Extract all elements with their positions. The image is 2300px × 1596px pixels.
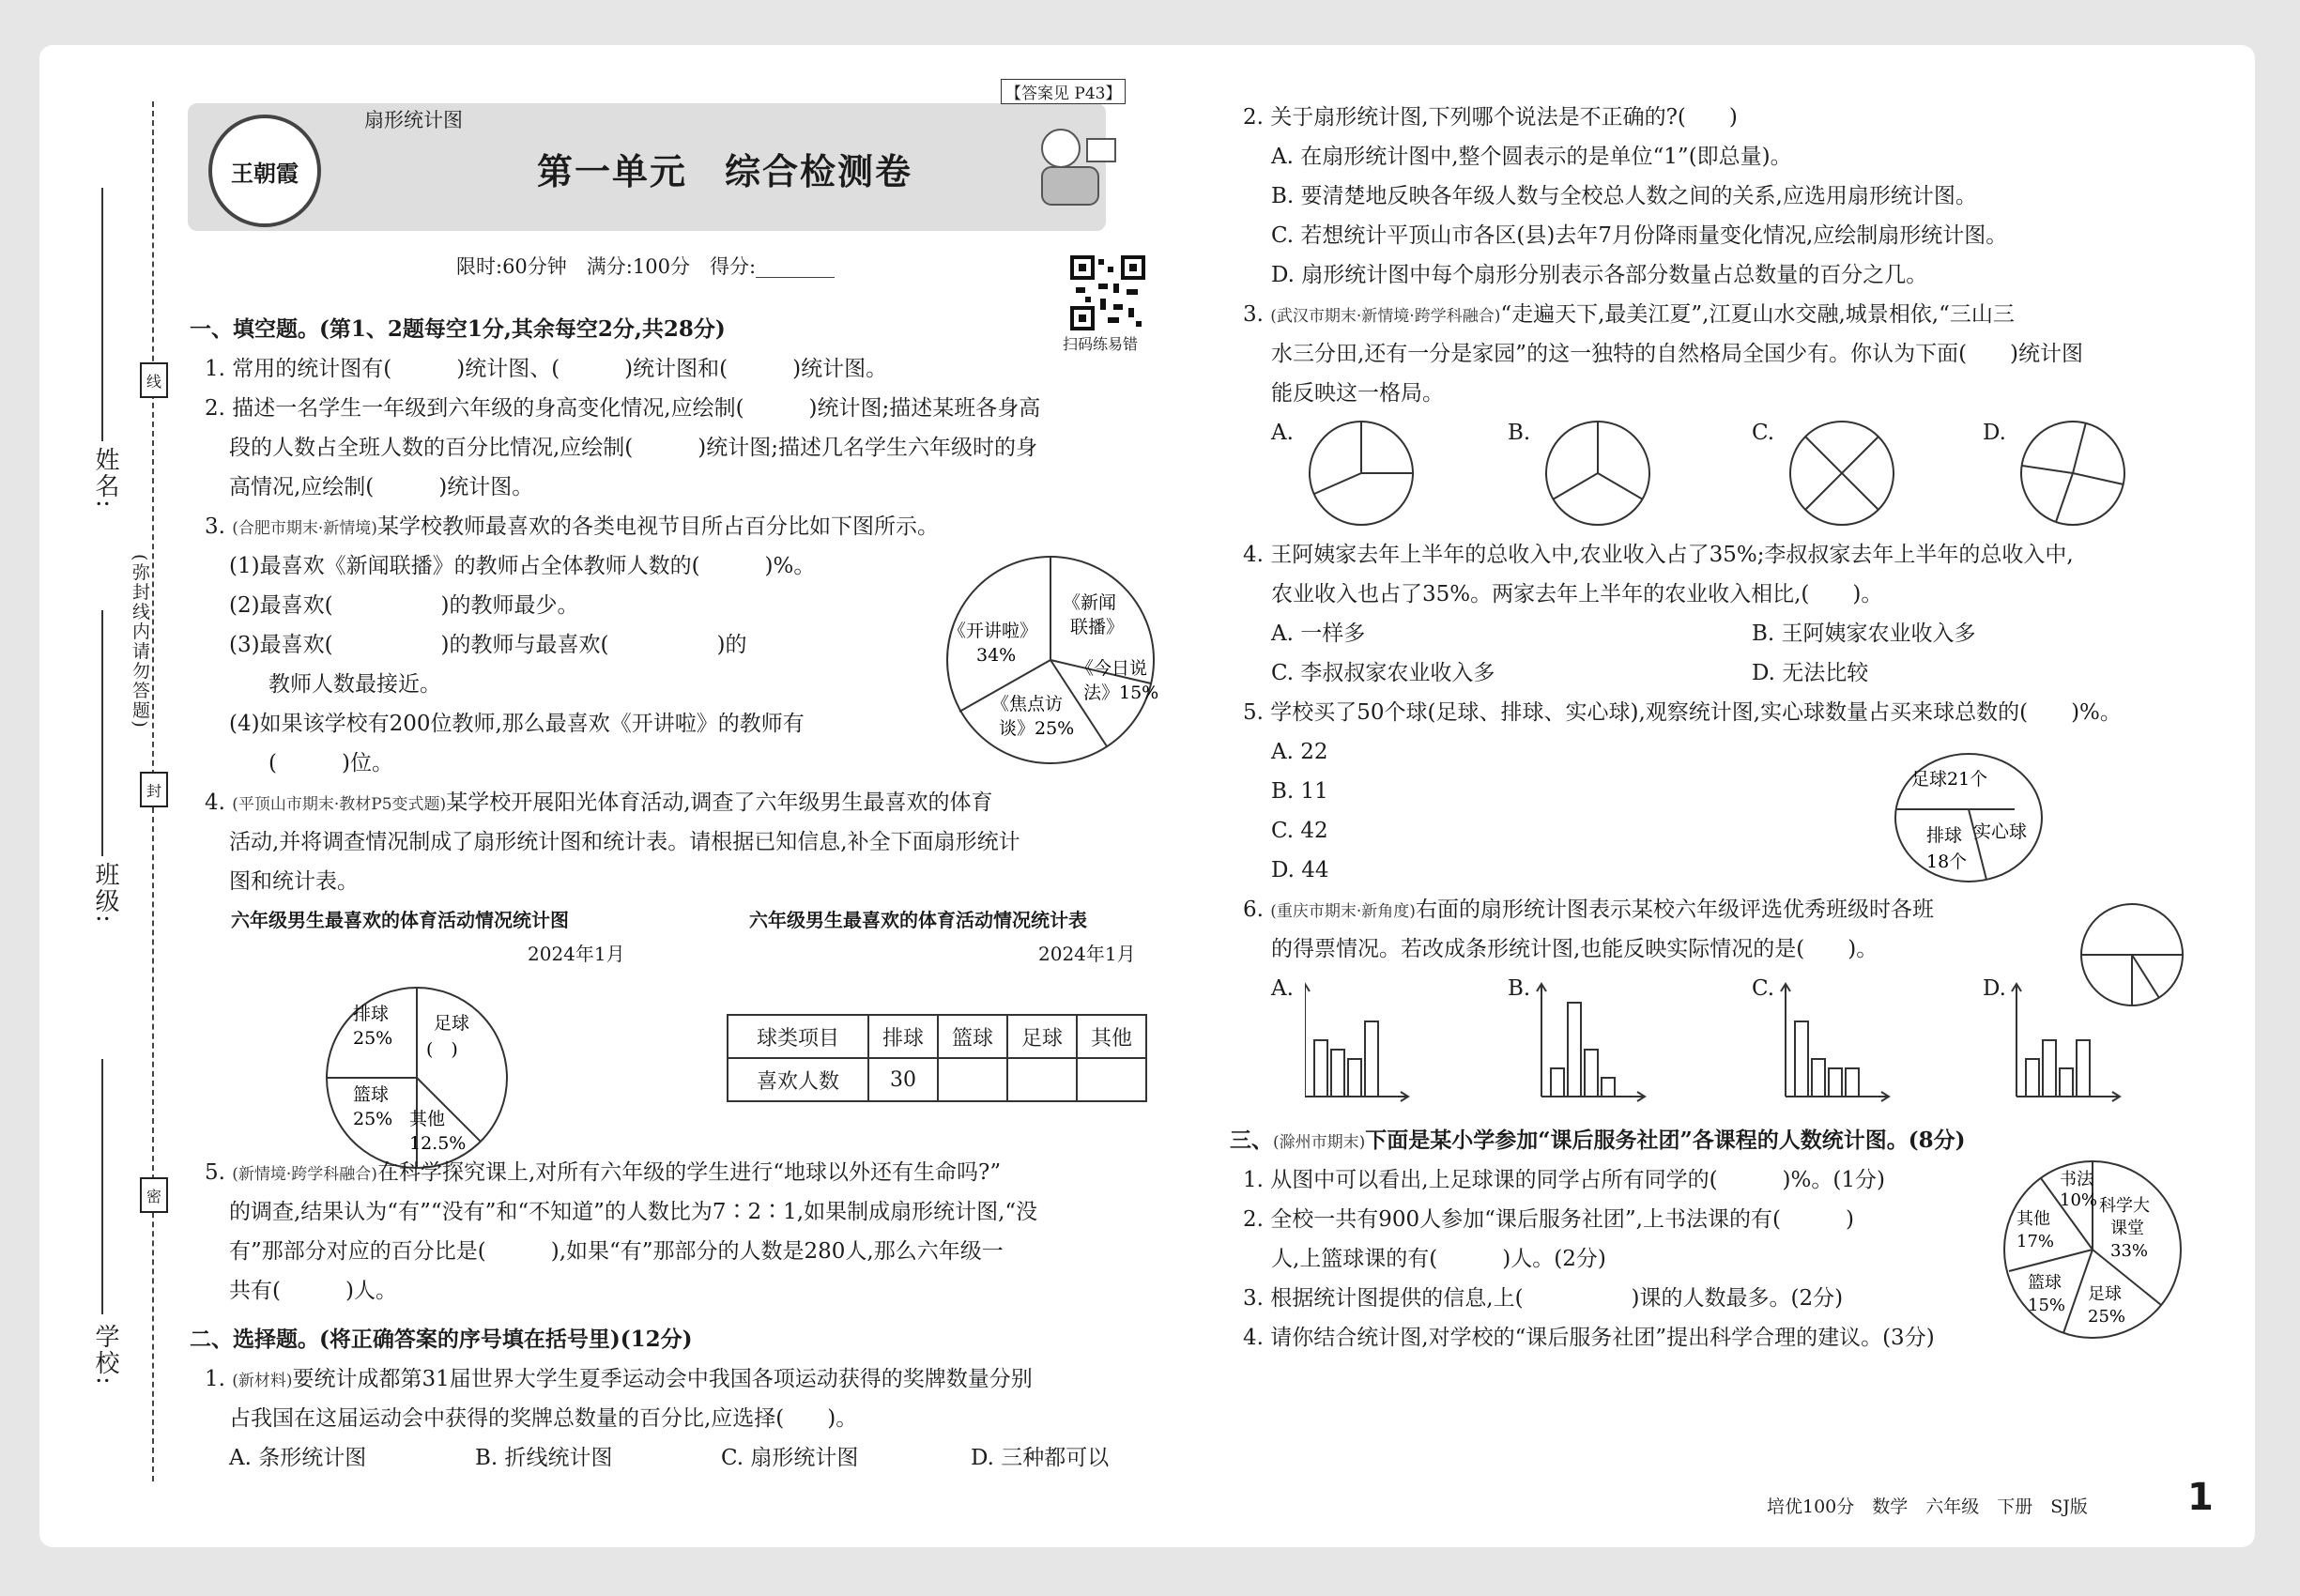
q-source: (新材料) bbox=[232, 1372, 293, 1390]
pie-label-lanqiu: 篮球 bbox=[353, 1084, 390, 1105]
pie-label-other: 其他 bbox=[2016, 1209, 2050, 1229]
sealed-notice: (弥封线内请勿答题) bbox=[130, 554, 150, 729]
pie-label-football: 足球21个 bbox=[1911, 769, 1988, 790]
bar bbox=[1829, 1068, 1842, 1097]
q-number: 1. bbox=[205, 1367, 225, 1391]
pie-label-science: 科学大 bbox=[2099, 1196, 2150, 1216]
s1-q3-sub4: ( )位。 bbox=[268, 751, 393, 775]
bar-option-b[interactable] bbox=[1537, 984, 1645, 1101]
logo-text: 王朝霞 bbox=[231, 159, 299, 187]
option-d[interactable]: D. 44 bbox=[1271, 858, 1329, 882]
pie-label-kaijiangla: 《开讲啦》 bbox=[948, 621, 1038, 641]
y-axis bbox=[1781, 984, 1790, 1097]
pie-label-paiqiu-pct: 25% bbox=[353, 1028, 393, 1049]
option-d[interactable]: D. 扇形统计图中每个扇形分别表示各部分数量占总数量的百分之几。 bbox=[1271, 263, 1928, 287]
q-text: 要统计成都第31届世界大学生夏季运动会中我国各项运动获得的奖牌数量分别 bbox=[292, 1367, 1033, 1391]
balls-pie-chart bbox=[1893, 751, 2045, 888]
class-label: 班级: bbox=[91, 862, 119, 925]
pie-label-zuqiu-blank: ( ) bbox=[426, 1039, 458, 1060]
option-c[interactable]: C. 若想统计平顶山市各区(县)去年7月份降雨量变化情况,应绘制扇形统计图。 bbox=[1271, 223, 2008, 248]
section3-heading bbox=[1230, 1121, 1966, 1162]
q4-table-title: 六年级男生最喜欢的体育活动情况统计表 bbox=[749, 909, 1087, 931]
q-source: (武汉市期末·新情境·跨学科融合) bbox=[1270, 307, 1501, 326]
qr-code[interactable] bbox=[1070, 255, 1145, 334]
option-b[interactable]: B. 要清楚地反映各年级人数与全校总人数之间的关系,应选用扇形统计图。 bbox=[1271, 184, 1977, 208]
page-number: 1 bbox=[2187, 1476, 2214, 1519]
table-header: 球类项目 bbox=[728, 1015, 868, 1058]
bar bbox=[1812, 1059, 1825, 1097]
q-number: 3. bbox=[1243, 302, 1264, 327]
q-source: (合肥市期末·新情境) bbox=[232, 519, 377, 538]
option-c[interactable]: C. bbox=[1752, 421, 1775, 445]
pie-option-b[interactable] bbox=[1543, 419, 1652, 531]
bar bbox=[1846, 1068, 1859, 1097]
s1-q2: 高情况,应绘制( )统计图。 bbox=[229, 475, 534, 499]
q4-chart-title: 六年级男生最喜欢的体育活动情况统计图 bbox=[231, 909, 569, 931]
option-b[interactable]: B. 王阿姨家农业收入多 bbox=[1752, 622, 1976, 646]
option-a[interactable]: A. bbox=[1271, 421, 1294, 445]
s2-q3 bbox=[1243, 295, 2015, 336]
pie-label-medicine: 实心球 bbox=[1973, 821, 2028, 842]
option-a[interactable]: A. 条形统计图 bbox=[229, 1446, 367, 1470]
q-number: 3. bbox=[205, 514, 225, 539]
table-header: 足球 bbox=[1007, 1015, 1077, 1058]
s1-q3-sub3: (3)最喜欢( )的教师与最喜欢( )的 bbox=[229, 633, 747, 657]
q4-chart-date: 2024年1月 bbox=[528, 943, 625, 965]
class-field[interactable] bbox=[101, 610, 103, 856]
option-b[interactable]: B. bbox=[1508, 976, 1531, 1001]
school-field[interactable] bbox=[101, 1059, 103, 1314]
q-number: 4. bbox=[205, 790, 225, 815]
mascot-illustration bbox=[1014, 111, 1127, 227]
q-source: (新情境·跨学科融合) bbox=[232, 1165, 377, 1184]
option-a[interactable]: A. 一样多 bbox=[1271, 622, 1366, 646]
pie-label-basketball: 篮球 bbox=[2028, 1273, 2062, 1293]
bar bbox=[2026, 1059, 2039, 1097]
s2-q5: 5. 学校买了50个球(足球、排球、实心球),观察统计图,实心球数量占买来球总数的( )%。 bbox=[1243, 700, 2122, 725]
pie-label-xinwen-b: 联播》 bbox=[1070, 617, 1125, 637]
s1-q4: 活动,并将调查情况制成了扇形统计图和统计表。请根据已知信息,补全下面扇形统计 bbox=[229, 830, 1020, 854]
table-row bbox=[728, 1058, 1146, 1101]
pie-label-jiaodian-b: 谈》25% bbox=[999, 718, 1075, 739]
s2-q4: 4. 王阿姨家去年上半年的总收入中,农业收入占了35%;李叔叔家去年上半年的总收入中, bbox=[1243, 543, 2074, 567]
clubs-pie-chart bbox=[2001, 1159, 2184, 1344]
q-text: 某学校开展阳光体育活动,调查了六年级男生最喜欢的体育 bbox=[446, 790, 993, 815]
s2-q6: 的得票情况。若改成条形统计图,也能反映实际情况的是( )。 bbox=[1271, 937, 1878, 961]
q-number: 5. bbox=[205, 1160, 225, 1185]
y-axis bbox=[1537, 984, 1546, 1097]
pie-label-calligraphy-pct: 10% bbox=[2060, 1190, 2098, 1210]
option-c[interactable]: C. 扇形统计图 bbox=[721, 1446, 859, 1470]
table-row-label: 喜欢人数 bbox=[728, 1058, 868, 1101]
option-a[interactable]: A. 在扇形统计图中,整个圆表示的是单位“1”(即总量)。 bbox=[1271, 145, 1792, 169]
seal-mark: 封 bbox=[140, 772, 168, 807]
school-label: 学校: bbox=[91, 1324, 119, 1387]
heading-number: 三、 bbox=[1230, 1128, 1273, 1153]
table-header-row bbox=[728, 1015, 1146, 1058]
bar bbox=[1331, 1050, 1344, 1097]
table-cell-blank[interactable] bbox=[1077, 1058, 1146, 1101]
s3-q2: 2. 全校一共有900人参加“课后服务社团”,上书法课的有( ) bbox=[1243, 1207, 1854, 1232]
bar bbox=[2077, 1040, 2090, 1097]
seal-mark: 线 bbox=[140, 362, 168, 398]
q-source: (重庆市期末·新角度) bbox=[1270, 902, 1416, 921]
pie-label-zuqiu: 足球 bbox=[434, 1013, 470, 1034]
pie-label-jinri-b: 法》15% bbox=[1083, 683, 1158, 703]
pie-label-science-b: 课堂 bbox=[2110, 1219, 2144, 1238]
bar bbox=[2060, 1068, 2073, 1097]
name-label: 姓名: bbox=[91, 447, 119, 510]
s2-q1: 占我国在这届运动会中获得的奖牌总数量的百分比,应选择( )。 bbox=[229, 1406, 858, 1431]
option-d[interactable]: D. bbox=[1983, 421, 2006, 445]
q-text: 某学校教师最喜欢的各类电视节目所占百分比如下图所示。 bbox=[376, 514, 939, 539]
sports-pie-chart bbox=[323, 984, 511, 1175]
option-d[interactable]: D. bbox=[1983, 976, 2006, 1001]
exam-meta: 限时:60分钟 满分:100分 得分:________ bbox=[456, 255, 836, 278]
section1-heading: 一、填空题。(第1、2题每空1分,其余每空2分,共28分) bbox=[190, 316, 726, 342]
s3-q3: 3. 根据统计图提供的信息,上( )课的人数最多。(2分) bbox=[1243, 1286, 1844, 1311]
option-d[interactable]: D. 三种都可以 bbox=[971, 1446, 1110, 1470]
bar bbox=[1314, 1040, 1327, 1097]
s1-q3-sub1: (1)最喜欢《新闻联播》的教师占全体教师人数的( )%。 bbox=[229, 554, 816, 578]
option-b[interactable]: B. bbox=[1508, 421, 1531, 445]
bar-option-d[interactable] bbox=[2012, 984, 2120, 1101]
section2-heading: 二、选择题。(将正确答案的序号填在括号里)(12分) bbox=[190, 1327, 693, 1352]
option-b[interactable]: B. 11 bbox=[1271, 779, 1328, 804]
option-c[interactable]: C. bbox=[1752, 976, 1775, 1001]
pie-label-jinri: 《今日说 bbox=[1076, 658, 1148, 679]
s1-q2: 2. 描述一名学生一年级到六年级的身高变化情况,应绘制( )统计图;描述某班各身高 bbox=[205, 396, 1041, 421]
option-a[interactable]: A. bbox=[1271, 976, 1294, 1001]
pie-label-qita-pct: 12.5% bbox=[409, 1133, 467, 1154]
y-axis bbox=[2012, 984, 2021, 1097]
s1-q5: 有”那部分对应的百分比是( ),如果“有”那部分的人数是280人,那么六年级一 bbox=[229, 1239, 1004, 1264]
bar-chart-options[interactable] bbox=[1305, 974, 2169, 1106]
pie-label-other-pct: 17% bbox=[2016, 1232, 2055, 1251]
bar-option-a[interactable] bbox=[1305, 984, 1408, 1101]
s3-q4: 4. 请你结合统计图,对学校的“课后服务社团”提出科学合理的建议。(3分) bbox=[1243, 1326, 1935, 1350]
option-a[interactable]: A. 22 bbox=[1271, 740, 1328, 764]
s3-q2: 人,上篮球课的有( )人。(2分) bbox=[1271, 1247, 1606, 1271]
s2-q3: 能反映这一格局。 bbox=[1271, 381, 1444, 406]
answer-ref: 【答案见 P43】 bbox=[1001, 79, 1126, 104]
bar bbox=[2043, 1040, 2056, 1097]
q-number: 6. bbox=[1243, 898, 1264, 922]
bar bbox=[1568, 1003, 1581, 1097]
s1-q2: 段的人数占全班人数的百分比情况,应绘制( )统计图;描述几名学生六年级时的身 bbox=[229, 436, 1038, 460]
bar bbox=[1795, 1021, 1808, 1097]
y-axis bbox=[1305, 984, 1310, 1097]
s2-q2: 2. 关于扇形统计图,下列哪个说法是不正确的?( ) bbox=[1243, 105, 1738, 130]
bar-option-c[interactable] bbox=[1781, 984, 1889, 1101]
table-header: 排球 bbox=[868, 1015, 938, 1058]
option-b[interactable]: B. 折线统计图 bbox=[475, 1446, 613, 1470]
bar bbox=[1602, 1078, 1615, 1097]
s1-q3-sub4: (4)如果该学校有200位教师,那么最喜欢《开讲啦》的教师有 bbox=[229, 712, 805, 736]
pie-label-football-pct: 25% bbox=[2088, 1307, 2126, 1327]
table-cell-blank[interactable] bbox=[1007, 1058, 1077, 1101]
table-cell-blank[interactable] bbox=[938, 1058, 1007, 1101]
option-c[interactable]: C. 42 bbox=[1271, 819, 1328, 843]
q-source: (滁州市期末) bbox=[1273, 1133, 1366, 1152]
s1-q5: 的调查,结果认为“有”“没有”和“不知道”的人数比为7∶2∶1,如果制成扇形统计图,“没 bbox=[229, 1200, 1038, 1224]
footer-info: 培优100分 数学 六年级 下册 SJ版 bbox=[1767, 1496, 2088, 1517]
s2-q3: 水三分田,还有一分是家园”的这一独特的自然格局全国少有。你认为下面( )统计图 bbox=[1271, 342, 2084, 366]
heading-text: 下面是某小学参加“课后服务社团”各课程的人数统计图。(8分) bbox=[1365, 1128, 1966, 1153]
pie-label-volleyball: 排球 bbox=[1926, 825, 1963, 846]
pie-label-kaijiangla-pct: 34% bbox=[976, 645, 1017, 666]
q-source: (平顶山市期末·教材P5变式题) bbox=[232, 795, 447, 814]
topic-tab: 扇形统计图 bbox=[364, 109, 463, 131]
bar bbox=[1365, 1021, 1378, 1097]
sports-table bbox=[727, 1014, 1147, 1102]
pie-label-football: 足球 bbox=[2088, 1284, 2122, 1304]
pie-label-basketball-pct: 15% bbox=[2028, 1296, 2066, 1315]
q4-table-date: 2024年1月 bbox=[1038, 943, 1136, 965]
pie-label-xinwen: 《新闻 bbox=[1063, 592, 1117, 613]
option-c[interactable]: C. 李叔叔家农业收入多 bbox=[1271, 661, 1495, 685]
table-header: 篮球 bbox=[938, 1015, 1007, 1058]
table-cell: 30 bbox=[868, 1058, 938, 1101]
pie-label-lanqiu-pct: 25% bbox=[353, 1109, 393, 1129]
pie-option-c[interactable] bbox=[1787, 419, 1896, 531]
table-header: 其他 bbox=[1077, 1015, 1146, 1058]
s1-q3-sub3: 教师人数最接近。 bbox=[268, 672, 441, 697]
option-d[interactable]: D. 无法比较 bbox=[1752, 661, 1869, 685]
seal-mark: 密 bbox=[140, 1177, 168, 1213]
page-title: 第一单元 综合检测卷 bbox=[537, 150, 913, 192]
logo bbox=[208, 115, 321, 227]
pie-label-qita: 其他 bbox=[409, 1109, 446, 1129]
s1-q4 bbox=[205, 783, 993, 824]
bar bbox=[1551, 1068, 1564, 1097]
bar bbox=[1585, 1050, 1598, 1097]
qr-caption: 扫码练易错 bbox=[1063, 335, 1139, 353]
s1-q5 bbox=[205, 1153, 1001, 1194]
pie-label-science-pct: 33% bbox=[2110, 1241, 2149, 1261]
pie-label-jiaodian: 《焦点访 bbox=[991, 694, 1064, 714]
tv-program-pie-chart bbox=[943, 552, 1158, 772]
s2-q6 bbox=[1243, 890, 1934, 931]
s1-q1: 1. 常用的统计图有( )统计图、( )统计图和( )统计图。 bbox=[205, 357, 888, 381]
pie-label-paiqiu: 排球 bbox=[353, 1004, 390, 1024]
pie-option-a[interactable] bbox=[1307, 419, 1416, 531]
s1-q5: 共有( )人。 bbox=[229, 1279, 397, 1303]
s3-q1: 1. 从图中可以看出,上足球课的同学占所有同学的( )%。(1分) bbox=[1243, 1168, 1885, 1192]
name-field[interactable] bbox=[101, 188, 103, 441]
q-text: 右面的扇形统计图表示某校六年级评选优秀班级时各班 bbox=[1415, 898, 1934, 922]
s1-q3-sub2: (2)最喜欢( )的教师最少。 bbox=[229, 593, 579, 618]
s2-q4: 农业收入也占了35%。两家去年上半年的农业收入相比,( )。 bbox=[1271, 582, 1883, 606]
bar bbox=[1348, 1059, 1361, 1097]
pie-option-d[interactable] bbox=[2018, 419, 2127, 531]
q-text: 在科学探究课上,对所有六年级的学生进行“地球以外还有生命吗?” bbox=[376, 1160, 1002, 1185]
s1-q4: 图和统计表。 bbox=[229, 869, 359, 894]
q-text: “走遍天下,最美江夏”,江夏山水交融,城景相依,“三山三 bbox=[1500, 302, 2015, 327]
pie-label-calligraphy: 书法 bbox=[2060, 1170, 2093, 1189]
pie-label-volleyball-count: 18个 bbox=[1926, 852, 1968, 872]
s1-q3 bbox=[205, 507, 939, 548]
s2-q1 bbox=[205, 1359, 1033, 1401]
